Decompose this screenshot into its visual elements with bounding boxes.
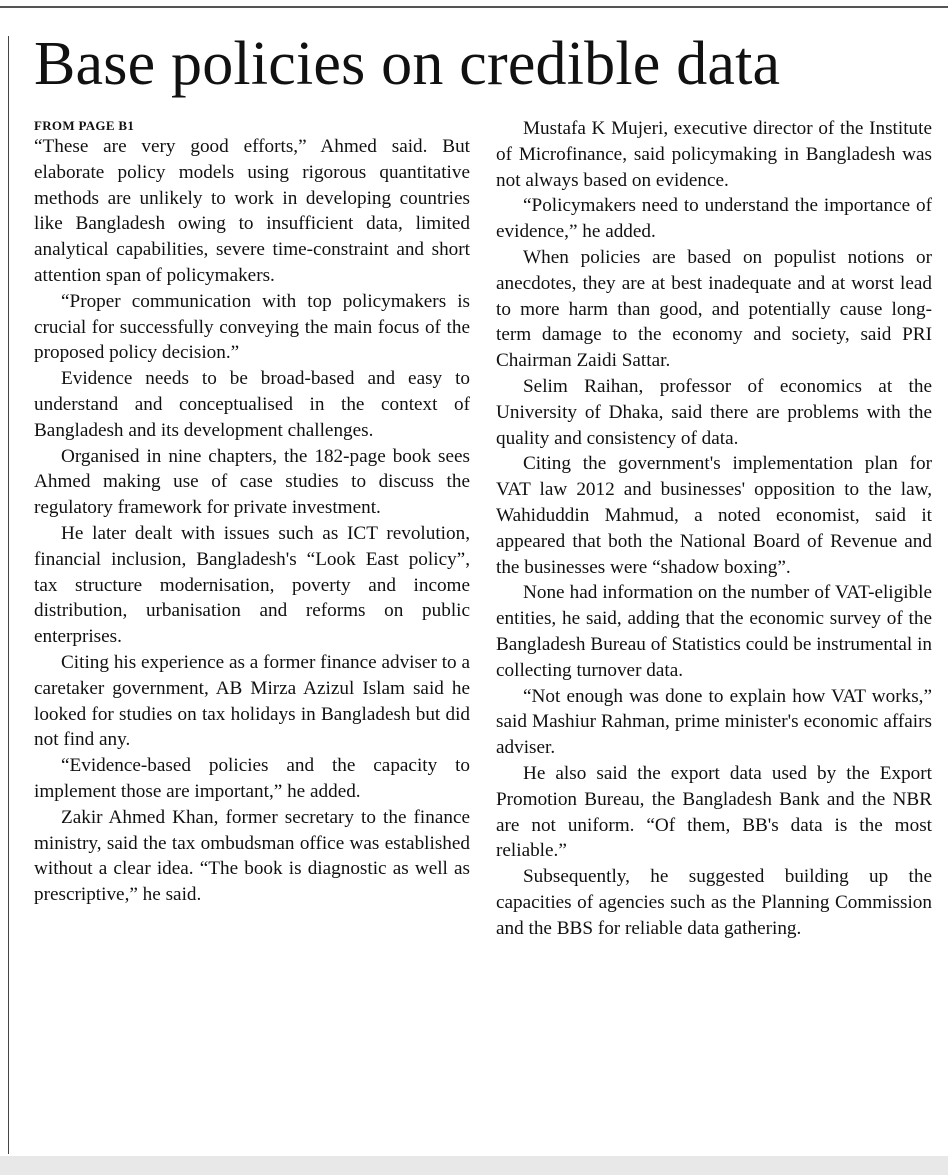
- top-border-rule: [0, 6, 948, 8]
- paragraph: “Proper communication with top policymakers is crucial for successfully conveying the main focus of the proposed policy decision.”: [34, 290, 470, 364]
- paragraph: Zakir Ahmed Khan, former secretary to the finance ministry, said the tax ombudsman office was established without a clear idea. “The book is diagnostic as well as prescriptive,” he said.: [34, 806, 470, 906]
- paragraph: He also said the export data used by the Export Promotion Bureau, the Bangladesh Bank and the NBR are not uniform. “Of them, BB's data is the most reliable.”: [496, 762, 932, 862]
- left-border-rule: [8, 36, 9, 1154]
- paragraph: None had information on the number of VAT-eligible entities, he said, adding that the economic survey of the Bangladesh Bureau of Statistics could be instrumental in collecting turnover data.: [496, 582, 932, 681]
- paragraph: “Evidence-based policies and the capacity to implement those are important,” he added.: [34, 755, 470, 802]
- paragraph: Selim Raihan, professor of economics at the University of Dhaka, said there are problems with the quality and consistency of data.: [496, 375, 932, 449]
- dateline: FROM PAGE B1: [34, 118, 135, 133]
- paragraph: “Not enough was done to explain how VAT works,” said Mashiur Rahman, prime minister's economic affairs adviser.: [496, 685, 932, 759]
- paragraph: When policies are based on populist notions or anecdotes, they are at best inadequate and at worst lead to more harm than good, and potentially cause long-term damage to the economy and society, said PRI Chairman Zaidi Sattar.: [496, 246, 932, 372]
- paragraph: Organised in nine chapters, the 182-page book sees Ahmed making use of case studies to discuss the regulatory framework for private investment.: [34, 445, 470, 519]
- paragraph: Evidence needs to be broad-based and easy to understand and conceptualised in the context of Bangladesh and its development challenges.: [34, 368, 470, 441]
- bottom-border-band: [0, 1156, 948, 1175]
- article-headline: Base policies on credible data: [34, 30, 781, 98]
- paragraph: Citing the government's implementation plan for VAT law 2012 and businesses' opposition to the law, Wahiduddin Mahmud, a noted economist, said it appeared that both the National Board of Revenue and the businesses were “shadow boxing”.: [496, 453, 932, 578]
- paragraph: Citing his experience as a former finance adviser to a caretaker government, AB Mirza Azizul Islam said he looked for studies on tax holidays in Bangladesh but did not find any.: [34, 651, 470, 751]
- paragraph: Subsequently, he suggested building up the capacities of agencies such as the Planning Commission and the BBS for reliable data gathering.: [496, 866, 932, 939]
- paragraph: “These are very good efforts,” Ahmed said. But elaborate policy models using rigorous quantitative methods are unlikely to work in developing countries like Bangladesh owing to insufficient data, limited analytical capabilities, severe time-constraint and short attention span of policymakers.: [34, 136, 470, 286]
- paragraph: He later dealt with issues such as ICT revolution, financial inclusion, Bangladesh's “Look East policy”, tax structure modernisation, poverty and income distribution, urbanisation and reforms on public enterprises.: [34, 522, 470, 648]
- paragraph: Mustafa K Mujeri, executive director of the Institute of Microfinance, said policymaking in Bangladesh was not always based on evidence.: [496, 118, 932, 191]
- paragraph: “Policymakers need to understand the importance of evidence,” he added.: [496, 195, 932, 243]
- right-column: [496, 116, 932, 942]
- left-column: [34, 116, 470, 908]
